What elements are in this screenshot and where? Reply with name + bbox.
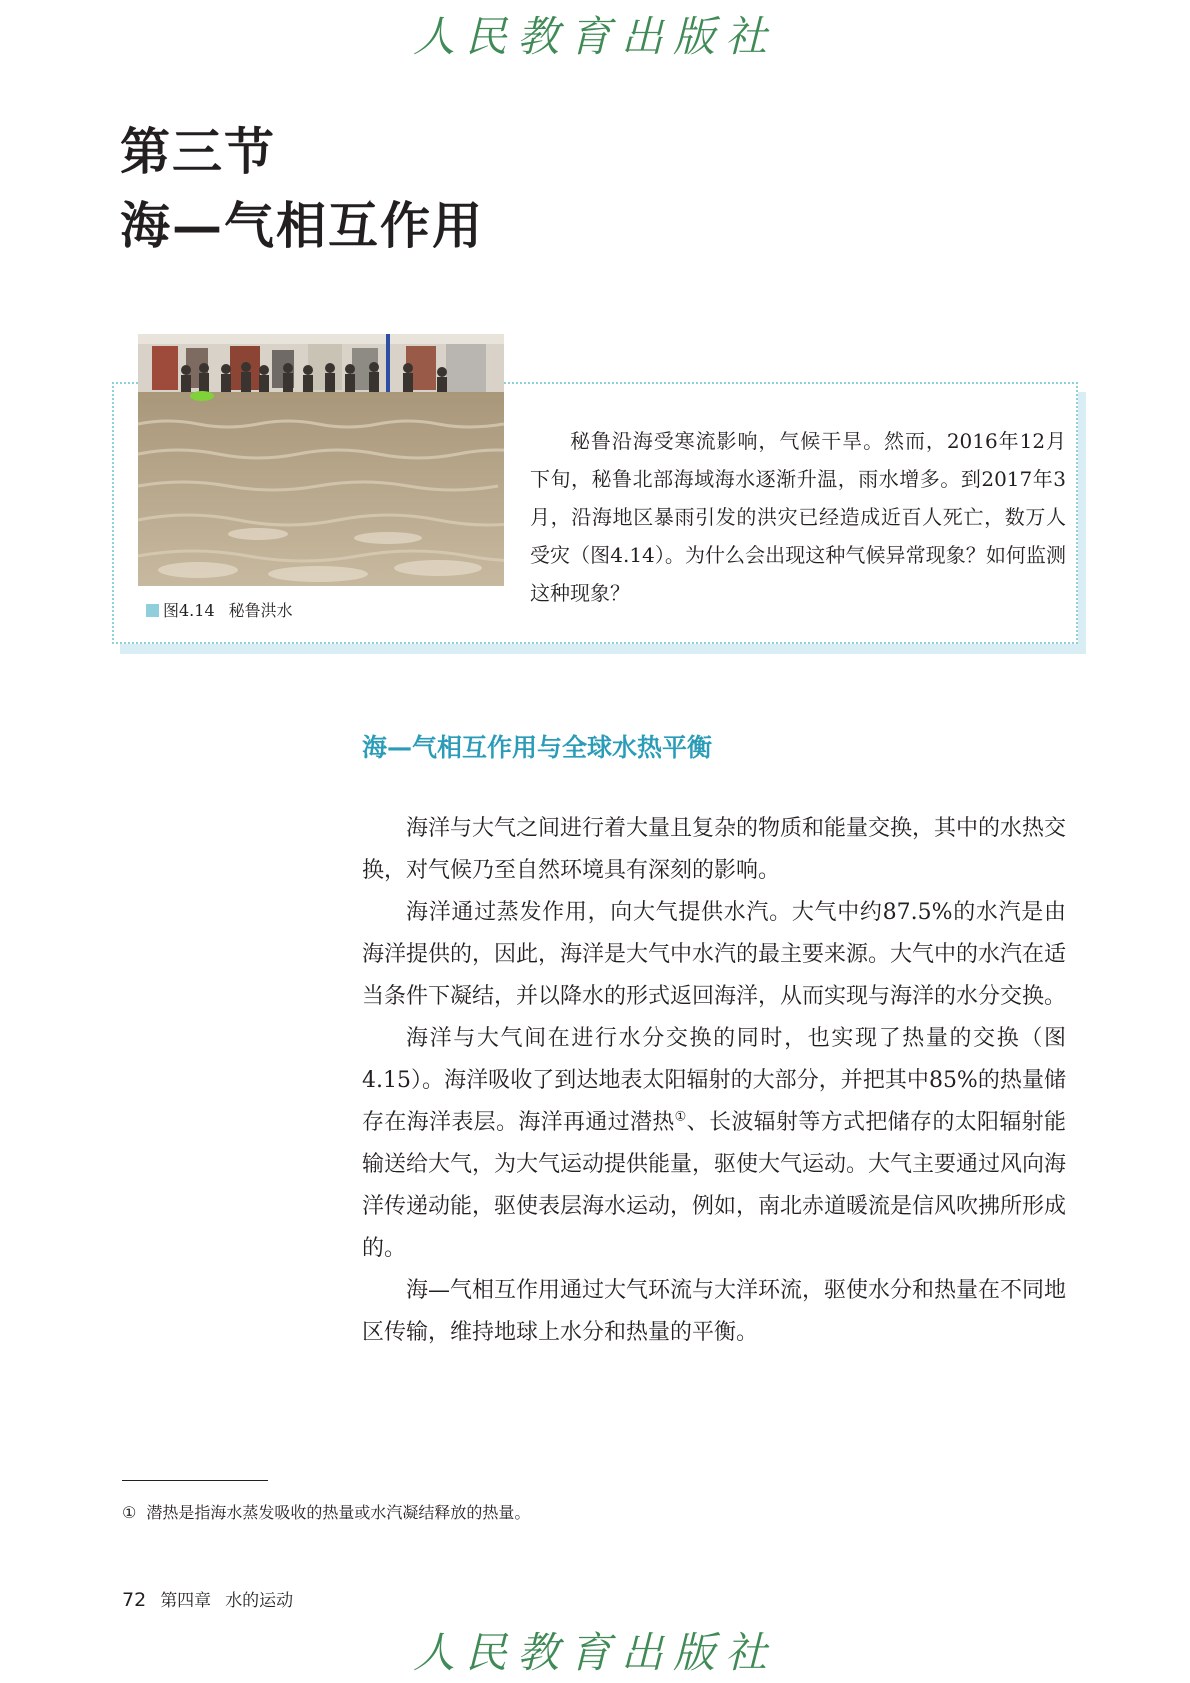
publisher-watermark-bottom: 人民教育出版社	[412, 1628, 777, 1677]
flood-photo	[138, 334, 504, 586]
caption-square-icon	[146, 604, 159, 617]
section-title: 海—气相互作用	[120, 196, 484, 255]
figure-caption	[146, 598, 293, 621]
paragraph-2: 海洋通过蒸发作用，向大气提供水汽。大气中约87.5%的水汽是由海洋提供的，因此，海洋是大气中水汽的最主要来源。大气中的水汽在适当条件下凝结，并以降水的形式返回海洋，从而实现与海洋的水分交换。	[362, 900, 1067, 1009]
paragraph-1: 海洋与大气之间进行着大量且复杂的物质和能量交换，其中的水热交换，对气候乃至自然环境具有深刻的影响。	[362, 816, 1067, 883]
publisher-watermark-top: 人民教育出版社	[412, 12, 777, 61]
footnote-mark: ①	[122, 1503, 137, 1522]
figure-caption-label: 秘鲁洪水	[228, 601, 293, 620]
chapter-title: 水的运动	[225, 1591, 294, 1611]
intro-text: 秘鲁沿海受寒流影响，气候干旱。然而，2016年12月下旬，秘鲁北部海域海水逐渐升温，雨水增多。到2017年3月，沿海地区暴雨引发的洪灾已经造成近百人死亡，数万人受灾（图4.14）。为什么会出现这种气候异常现象？如何监测这种现象？	[530, 429, 1066, 605]
chapter-label: 第四章	[160, 1591, 212, 1611]
footnote-text: 潜热是指海水蒸发吸收的热量或水汽凝结释放的热量。	[146, 1503, 531, 1522]
footnote-ref: ①	[674, 1109, 687, 1125]
figure-number: 图4.14	[163, 601, 215, 620]
footnote-rule	[122, 1480, 268, 1481]
paragraph-3-part-a: 海洋与大气间在进行水分交换的同时，也实现了热量的交换（图4.15）。海洋吸收了到达地表太阳辐射的大部分，并把其中85%的热量储存在海洋表层。海洋再通过潜热	[362, 1026, 1066, 1135]
subheading: 海—气相互作用与全球水热平衡	[362, 733, 713, 762]
section-number: 第三节	[120, 122, 276, 181]
paragraph-4: 海—气相互作用通过大气环流与大洋环流，驱使水分和热量在不同地区传输，维持地球上水分和热量的平衡。	[362, 1278, 1067, 1345]
page-footer	[122, 1586, 293, 1611]
footnote	[122, 1500, 530, 1523]
paragraph-3-part-b: 、长波辐射等方式把储存的太阳辐射能输送给大气，为大气运动提供能量，驱使大气运动。大气主要通过风向海洋传递动能，驱使表层海水运动，例如，南北赤道暖流是信风吹拂所形成的。	[362, 1110, 1067, 1261]
body-text	[362, 808, 1066, 1354]
page-number: 72	[122, 1589, 147, 1611]
paragraph-3	[362, 1018, 1066, 1270]
